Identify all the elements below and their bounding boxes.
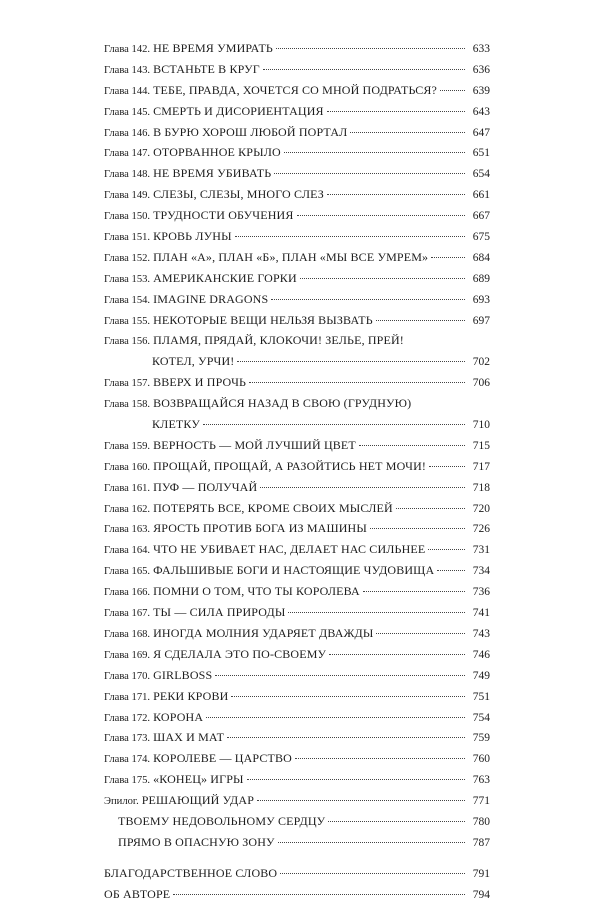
chapter-label: Глава 152. (104, 252, 151, 264)
page-number: 702 (472, 356, 490, 369)
chapter-title: СЛЕЗЫ, СЛЕЗЫ, МНОГО СЛЕЗ (153, 187, 324, 202)
chapter-title: ПОТЕРЯТЬ ВСЕ, КРОМЕ СВОИХ МЫСЛЕЙ (153, 500, 393, 515)
toc-entry-continuation (104, 414, 490, 435)
toc-entry (104, 518, 490, 539)
dot-leader (300, 278, 465, 279)
toc-entry (104, 184, 490, 205)
chapter-label: Глава 160. (104, 461, 151, 473)
chapter-label: Глава 154. (104, 294, 151, 306)
page-number: 633 (472, 43, 490, 55)
dot-leader (328, 821, 465, 822)
page-number: 636 (472, 63, 490, 76)
chapter-label: Глава 147. (104, 148, 151, 160)
chapter-title: ФАЛЬШИВЫЕ БОГИ И НАСТОЯЩИЕ ЧУДОВИЩА (153, 563, 435, 578)
backmatter-list (104, 863, 490, 905)
dot-leader (173, 894, 465, 895)
chapter-title: ПЛАМЯ, ПРЯДАЙ, КЛОКОЧИ! ЗЕЛЬЕ, ПРЕЙ! (153, 333, 404, 348)
page-number: 763 (472, 774, 490, 787)
chapter-label: Глава 146. (104, 127, 151, 139)
page-number: 794 (472, 888, 490, 901)
chapter-label: Глава 149. (104, 190, 151, 202)
chapter-title: РЕШАЮЩИЙ УДАР (141, 793, 255, 808)
dot-leader (278, 842, 465, 843)
toc-entry (104, 811, 490, 832)
dot-leader (376, 633, 465, 634)
toc-entry (104, 623, 490, 644)
dot-leader (257, 800, 465, 801)
page-number: 697 (472, 314, 490, 327)
chapter-label: Глава 156. (104, 336, 151, 348)
page-number: 684 (472, 251, 490, 264)
chapter-title: В БУРЮ ХОРОШ ЛЮБОЙ ПОРТАЛ (153, 124, 348, 139)
toc-entry (104, 581, 490, 602)
toc-entry (104, 665, 490, 686)
page-number: 736 (472, 586, 490, 599)
page-number: 749 (472, 669, 490, 682)
page-number: 751 (472, 690, 490, 703)
dot-leader (276, 48, 465, 49)
chapter-title: НЕ ВРЕМЯ УМИРАТЬ (153, 41, 273, 55)
dot-leader (376, 320, 465, 321)
chapter-label: Глава 174. (104, 754, 151, 766)
dot-leader (363, 591, 465, 592)
toc-entry (104, 122, 490, 143)
chapter-title: КОРОЛЕВЕ — ЦАРСТВО (153, 751, 292, 766)
chapter-label: Глава 163. (104, 524, 151, 536)
chapter-title: ПОМНИ О ТОМ, ЧТО ТЫ КОРОЛЕВА (153, 584, 360, 599)
chapter-label: Глава 173. (104, 733, 151, 745)
toc-entry (104, 205, 490, 226)
chapter-title: ПРОЩАЙ, ПРОЩАЙ, А РАЗОЙТИСЬ НЕТ МОЧИ! (153, 458, 427, 473)
dot-leader (327, 194, 465, 195)
toc-entry (104, 393, 490, 414)
dot-leader (396, 508, 465, 509)
toc-entry (104, 769, 490, 790)
page-number: 780 (472, 815, 490, 828)
chapter-label: Глава 169. (104, 649, 151, 661)
chapter-title: ВОЗВРАЩАЙСЯ НАЗАД В СВОЮ (ГРУДНУЮ) (153, 396, 412, 411)
page-number: 741 (472, 607, 490, 620)
page-number: 689 (472, 272, 490, 285)
toc-entry-continuation (104, 351, 490, 372)
page-number: 675 (472, 231, 490, 244)
chapter-title: ИНОГДА МОЛНИЯ УДАРЯЕТ ДВАЖДЫ (153, 625, 374, 640)
toc-entry (104, 602, 490, 623)
page-number: 754 (472, 711, 490, 724)
chapter-label: Глава 167. (104, 608, 151, 620)
toc-entry (104, 142, 490, 163)
dot-leader (329, 654, 465, 655)
backmatter-title: БЛАГОДАРСТВЕННОЕ СЛОВО (104, 865, 278, 880)
toc-entry (104, 539, 490, 560)
chapter-title: ВСТАНЬТЕ В КРУГ (153, 61, 260, 76)
chapter-title: ПЛАН «А», ПЛАН «Б», ПЛАН «МЫ ВСЕ УМРЕМ» (153, 249, 429, 264)
toc-entry (104, 644, 490, 665)
page-number: 667 (472, 210, 490, 223)
dot-leader (284, 152, 465, 153)
chapter-label: Глава 151. (104, 232, 151, 244)
toc-entry (104, 163, 490, 184)
chapter-label: Глава 172. (104, 712, 151, 724)
chapter-title: НЕ ВРЕМЯ УБИВАТЬ (153, 166, 272, 181)
page-number: 706 (472, 377, 490, 390)
toc-entry (104, 884, 490, 905)
page-number: 715 (472, 439, 490, 452)
chapter-title: ОТОРВАННОЕ КРЫЛО (153, 145, 281, 160)
chapter-label: Глава 155. (104, 315, 151, 327)
chapter-label: Глава 175. (104, 775, 151, 787)
page-number: 743 (472, 627, 490, 640)
page-number: 717 (472, 460, 490, 473)
toc-entry (104, 310, 490, 331)
toc-entry (104, 330, 490, 351)
chapter-title: СМЕРТЬ И ДИСОРИЕНТАЦИЯ (153, 103, 324, 118)
dot-leader (235, 236, 465, 237)
dot-leader (280, 873, 465, 874)
chapter-label: Глава 166. (104, 587, 151, 599)
dot-leader (437, 570, 465, 571)
page-number: 746 (472, 648, 490, 661)
toc-entry (104, 707, 490, 728)
chapter-label: Глава 171. (104, 691, 151, 703)
toc-entry (104, 435, 490, 456)
extra-sections (104, 811, 490, 853)
chapter-label: Глава 150. (104, 211, 151, 223)
chapter-title: ШАХ И МАТ (153, 730, 225, 745)
dot-leader (231, 696, 465, 697)
toc-entry (104, 477, 490, 498)
chapter-label: Глава 153. (104, 273, 151, 285)
page-number: 661 (472, 189, 490, 202)
chapter-label: Глава 159. (104, 440, 151, 452)
page-number: 639 (472, 84, 490, 97)
chapter-title-continued: КОТЕЛ, УРЧИ! (152, 354, 235, 369)
toc-entry (104, 247, 490, 268)
toc-entry (104, 456, 490, 477)
section-title: ТВОЕМУ НЕДОВОЛЬНОМУ СЕРДЦУ (118, 813, 326, 828)
page-number: 718 (472, 481, 490, 494)
chapter-list (104, 38, 490, 811)
page-number: 734 (472, 565, 490, 578)
dot-leader (206, 717, 465, 718)
chapter-title: АМЕРИКАНСКИЕ ГОРКИ (153, 270, 297, 285)
chapter-label: Глава 142. (104, 44, 151, 55)
dot-leader (359, 445, 465, 446)
chapter-title: НЕКОТОРЫЕ ВЕЩИ НЕЛЬЗЯ ВЫЗВАТЬ (153, 312, 373, 327)
chapter-title: КОРОНА (153, 709, 204, 724)
chapter-label: Глава 165. (104, 566, 151, 578)
section-gap (104, 853, 490, 863)
toc-entry (104, 790, 490, 811)
chapter-title: «КОНЕЦ» ИГРЫ (153, 772, 244, 787)
dot-leader (263, 69, 465, 70)
toc-entry (104, 863, 490, 884)
dot-leader (249, 382, 465, 383)
toc-entry (104, 80, 490, 101)
toc-entry (104, 498, 490, 519)
chapter-title: ТЕБЕ, ПРАВДА, ХОЧЕТСЯ СО МНОЙ ПОДРАТЬСЯ? (153, 82, 437, 97)
chapter-title: ПУФ — ПОЛУЧАЙ (153, 479, 258, 494)
section-title: ПРЯМО В ОПАСНУЮ ЗОНУ (118, 834, 275, 849)
chapter-label: Глава 161. (104, 482, 151, 494)
chapter-label: Глава 143. (104, 64, 151, 76)
chapter-title: GIRLBOSS (153, 667, 213, 682)
chapter-label: Глава 164. (104, 545, 151, 557)
toc-entry (104, 372, 490, 393)
dot-leader (327, 111, 465, 112)
page-number: 771 (472, 795, 490, 808)
chapter-label: Глава 157. (104, 378, 151, 390)
chapter-label: Глава 158. (104, 399, 151, 411)
chapter-label: Глава 144. (104, 85, 151, 97)
chapter-title: ТРУДНОСТИ ОБУЧЕНИЯ (153, 208, 294, 223)
dot-leader (288, 612, 465, 613)
page-number: 731 (472, 544, 490, 557)
toc-entry (104, 748, 490, 769)
dot-leader (431, 257, 465, 258)
toc-entry (104, 832, 490, 853)
toc-entry (104, 268, 490, 289)
dot-leader (203, 424, 465, 425)
dot-leader (440, 90, 465, 91)
toc-entry (104, 226, 490, 247)
dot-leader (227, 737, 465, 738)
toc-entry (104, 560, 490, 581)
chapter-label: Эпилог. (104, 796, 139, 808)
chapter-title: ЯРОСТЬ ПРОТИВ БОГА ИЗ МАШИНЫ (153, 521, 367, 536)
toc-entry (104, 686, 490, 707)
chapter-title: ВЕРНОСТЬ — МОЙ ЛУЧШИЙ ЦВЕТ (153, 437, 356, 452)
chapter-label: Глава 145. (104, 106, 151, 118)
page-number: 647 (472, 126, 490, 139)
page-number: 693 (472, 293, 490, 306)
dot-leader (260, 487, 465, 488)
chapter-title: ЧТО НЕ УБИВАЕТ НАС, ДЕЛАЕТ НАС СИЛЬНЕЕ (153, 542, 426, 557)
dot-leader (428, 549, 465, 550)
chapter-title: РЕКИ КРОВИ (153, 688, 229, 703)
dot-leader (370, 528, 465, 529)
chapter-title: IMAGINE DRAGONS (153, 291, 269, 306)
page-number: 759 (472, 732, 490, 745)
chapter-title: ВВЕРХ И ПРОЧЬ (153, 375, 247, 390)
dot-leader (297, 215, 465, 216)
dot-leader (215, 675, 465, 676)
dot-leader (429, 466, 465, 467)
toc-entry (104, 38, 490, 59)
toc-entry (104, 59, 490, 80)
page-number: 651 (472, 147, 490, 160)
dot-leader (295, 758, 465, 759)
page-number: 720 (472, 502, 490, 515)
chapter-label: Глава 148. (104, 169, 151, 181)
chapter-label: Глава 168. (104, 628, 151, 640)
page-number: 710 (472, 419, 490, 432)
dot-leader (274, 173, 465, 174)
dot-leader (247, 779, 465, 780)
backmatter-title: ОБ АВТОРЕ (104, 886, 171, 901)
page-number: 654 (472, 168, 490, 181)
dot-leader (237, 361, 465, 362)
table-of-contents (104, 38, 490, 905)
dot-leader (350, 132, 465, 133)
chapter-title: Я СДЕЛАЛА ЭТО ПО-СВОЕМУ (153, 646, 327, 661)
chapter-label: Глава 162. (104, 503, 151, 515)
chapter-title: КРОВЬ ЛУНЫ (153, 229, 232, 244)
toc-entry (104, 289, 490, 310)
toc-entry (104, 101, 490, 122)
toc-entry (104, 727, 490, 748)
page-number: 791 (472, 867, 490, 880)
chapter-label: Глава 170. (104, 670, 151, 682)
chapter-title-continued: КЛЕТКУ (152, 417, 200, 432)
page-number: 643 (472, 105, 490, 118)
chapter-title: ТЫ — СИЛА ПРИРОДЫ (153, 605, 286, 620)
page-number: 787 (472, 836, 490, 849)
page-number: 760 (472, 753, 490, 766)
dot-leader (271, 299, 465, 300)
page-number: 726 (472, 523, 490, 536)
